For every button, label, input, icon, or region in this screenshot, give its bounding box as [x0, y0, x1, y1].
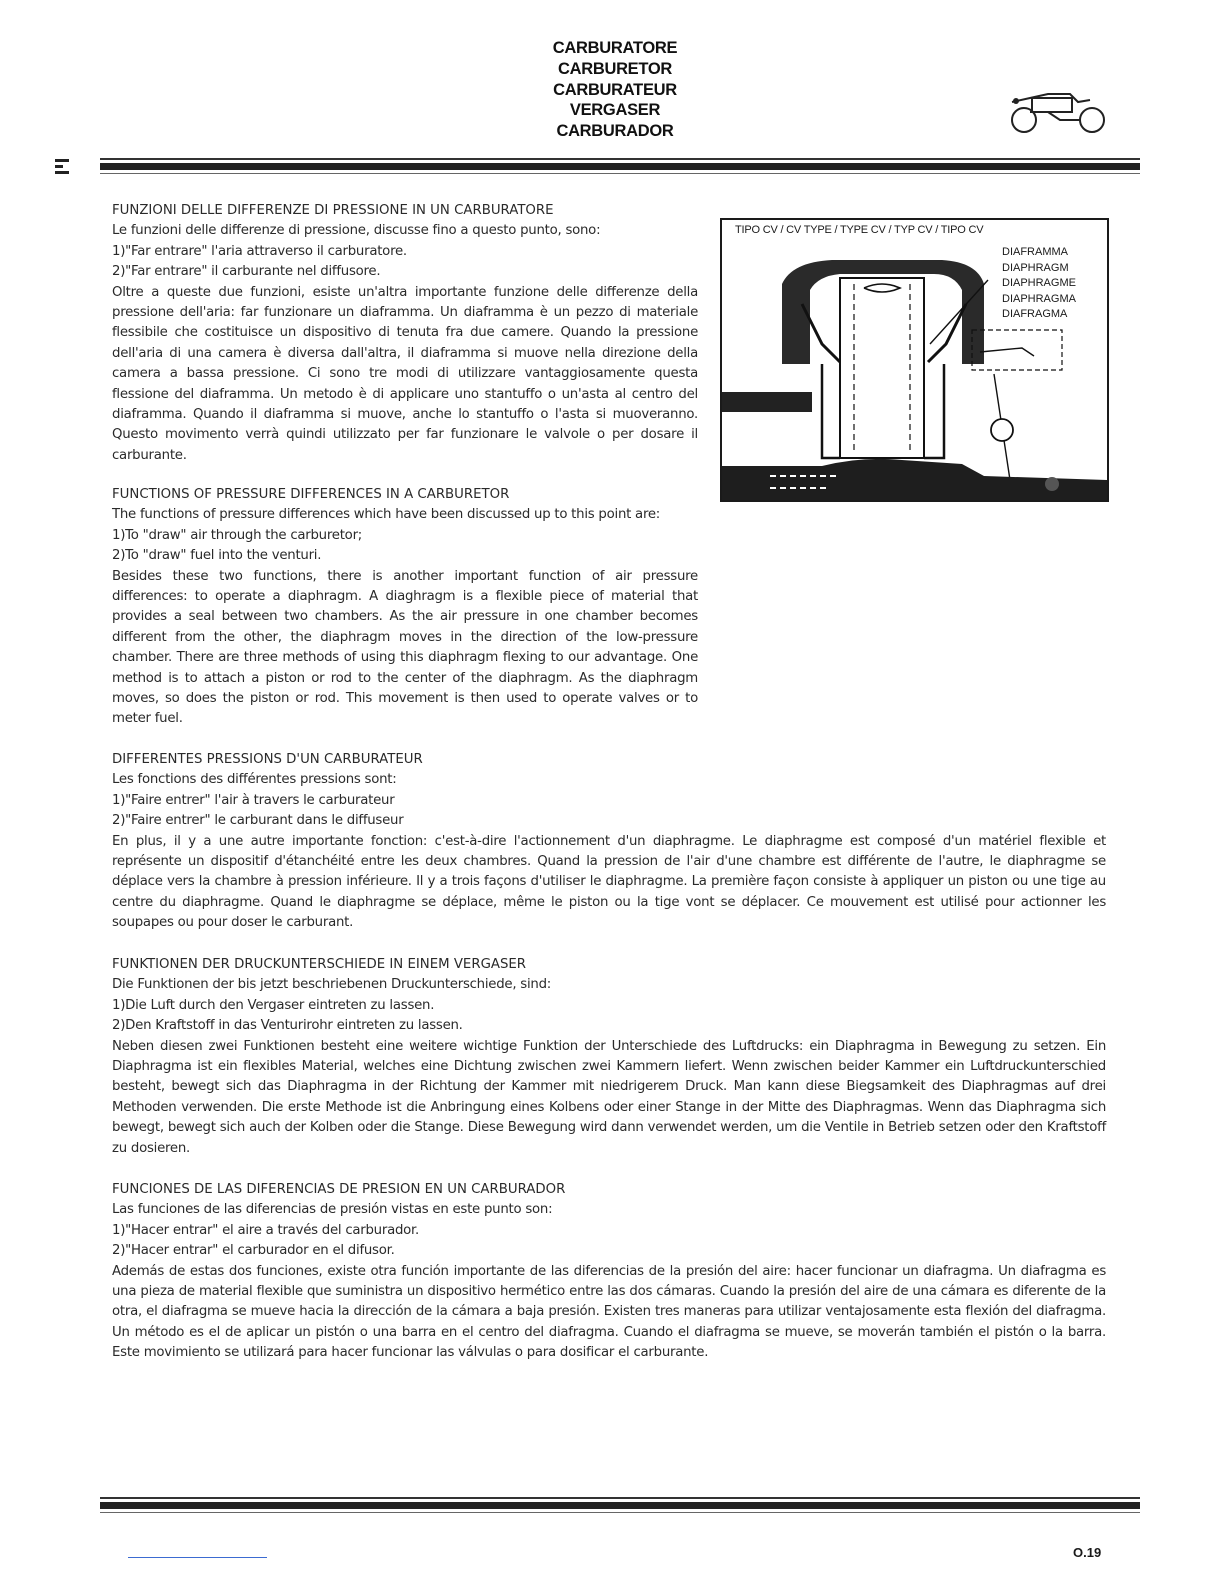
margin-mark: [55, 165, 63, 168]
section-intro: Die Funktionen der bis jetzt beschriebenen Druckunterschiede, sind:: [112, 977, 552, 993]
section-german: [112, 955, 1106, 1159]
section-english: [112, 485, 698, 730]
page-title-block: [480, 38, 750, 142]
section-heading: FUNCIONES DE LAS DIFERENCIAS DE PRESION EN UN CARBURADOR: [112, 1182, 566, 1197]
title-italian: CARBURATORE: [552, 39, 678, 57]
list-item: 1)"Faire entrer" l'air à travers le carburateur: [112, 792, 395, 808]
section-body: Neben diesen zwei Funktionen besteht eine weitere wichtige Funktion der Unterschiede des Luftdrucks: ein Diaphragma in Bewegung zu setzen. Ein Diaphragma ist ein flexibles Material, welches eine Dichtung zwischen zwei Kammern liefert. Wenn zwischen beider Kammer ein Luftdruckunterschied besteht, bewegt sich das Diaphragma in der Richtung der Kammer mit niedrigerem Druck. Man kann diese Biegsamkeit des Diaphragmas auf drei Methoden verwenden. Die erste Methode ist die Anbringung eines Kolbens oder einer Stange in der Mitte des Diaphragmas. Wenn das Diaphragma sich bewegt, bewegt sich auch der Kolben oder die Stange. Diese Bewegung wird dann verwendet werden, um die Ventile in Betrieb setzen oder den Kraftstoff zu dosieren.: [112, 1038, 1106, 1156]
section-french: [112, 750, 1106, 934]
footer-rule: [100, 1497, 1140, 1513]
carburetor-drawing: [722, 244, 1107, 500]
list-item: 1)To "draw" air through the carburetor;: [112, 527, 363, 543]
section-body: Besides these two functions, there is another important function of air pressure differences: to operate a diaphragm. A diaghragm is a flexible piece of material that provides a seal between two chambers. As the air pressure in one chamber becomes different from the other, the diaphragm moves in the direction of the low-pressure chamber. There are three methods of using this diaphragm flexing to our advantage. One method is to attach a piston or rod to the center of the diaphragm. As the diaphragm moves, so does the piston or rod. This movement is then used to operate valves or to meter fuel.: [112, 568, 698, 727]
section-italian: [112, 201, 698, 466]
list-item: 1)"Hacer entrar" el aire a través del carburador.: [112, 1222, 420, 1238]
footer-link-underline: [128, 1557, 267, 1558]
section-body: Además de estas dos funciones, existe otra función importante de las diferencias de la presión del aire: hacer funcionar un diafragma. Un diafragma es una pieza de material flexible que suministra un dispositivo hermético entre las dos cámaras. Cuando la presión del aire de una cámara es diferente de la otra, el diafragma se mueve hacia la dirección de la cámara a baja presión. Existen tres maneras para utilizar ventajosamente esta flexión del diafragma. Un método es el de aplicar un pistón o una barra en el centro del diafragma. Cuando el diafragma se mueve, se moverán también el pistón o la barra. Este movimiento se utilizará para hacer funcionar las válvulas o para dosificar el carburante.: [112, 1263, 1106, 1361]
list-item: 2)"Hacer entrar" el carburador en el difusor.: [112, 1243, 395, 1259]
label-diaphragme: DIAPHRAGME: [1002, 277, 1076, 289]
label-diaphragma: DIAPHRAGMA: [1002, 292, 1076, 305]
title-spanish: CARBURADOR: [556, 122, 674, 141]
label-diafragma: DIAFRAGMA: [1002, 308, 1068, 320]
header-rule: [100, 158, 1140, 174]
section-heading: FUNZIONI DELLE DIFFERENZE DI PRESSIONE IN UN CARBURATORE: [112, 203, 554, 218]
title-french: CARBURATEUR: [553, 80, 677, 99]
title-german: VERGASER: [569, 101, 661, 120]
margin-mark: [55, 159, 69, 162]
label-diaphragm: DIAPHRAGM: [1002, 261, 1069, 274]
list-item: 1)"Far entrare" l'aria attraverso il carburatore.: [112, 243, 407, 259]
section-intro: The functions of pressure differences which have been discussed up to this point are:: [112, 507, 661, 523]
section-spanish: [112, 1180, 1106, 1364]
section-intro: Las funciones de las diferencias de presión vistas en este punto son:: [112, 1202, 553, 1218]
section-heading: FUNCTIONS OF PRESSURE DIFFERENCES IN A CARBURETOR: [112, 487, 510, 502]
title-english: CARBURETOR: [557, 59, 673, 78]
list-item: 2)"Faire entrer" le carburant dans le diffuseur: [112, 813, 404, 829]
list-item: 2)Den Kraftstoff in das Venturirohr eintreten zu lassen.: [112, 1018, 463, 1034]
section-body: Oltre a queste due funzioni, esiste un'altra importante funzione delle differenze della pressione dell'aria: far funzionare un diaframma. Un diaframma è un pezzo di materiale flessibile che costituisce un dispositivo di tenuta fra due camere. Quando la pressione dell'aria di una camera è diversa dall'altra, il diaframma si muove nella direzione della camera a bassa pressione. Ci sono tre modi di utilizzare vantaggiosamente questa flessione del diaframma. Un metodo è di applicare uno stantuffo o un'asta al centro del diaframma. Quando il diaframma si muove, anche lo stantuffo o l'asta si muoveranno. Questo movimento verrà quindi utilizzato per far funzionare le valvole o per dosare il carburante.: [112, 284, 698, 463]
section-heading: FUNKTIONEN DER DRUCKUNTERSCHIEDE IN EINEM VERGASER: [112, 957, 527, 972]
carburetor-diagram: [720, 218, 1109, 502]
label-diaframma: DIAFRAMMA: [1002, 246, 1068, 258]
list-item: 1)Die Luft durch den Vergaser eintreten zu lassen.: [112, 997, 435, 1013]
section-intro: Le funzioni delle differenze di pressione, discusse fino a questo punto, sono:: [112, 223, 601, 239]
margin-mark: [55, 171, 69, 174]
figure-caption: TIPO CV / CV TYPE / TYPE CV / TYP CV / TIPO CV: [735, 224, 984, 236]
motorcycle-icon: [1008, 88, 1108, 136]
section-heading: DIFFERENTES PRESSIONS D'UN CARBURATEUR: [112, 752, 423, 767]
page-number: O.19: [1073, 1545, 1102, 1560]
section-body: En plus, il y a une autre importante fonction: c'est-à-dire l'actionnement d'un diaphragme. Le diaphragme est composé d'un matériel flexible et représente un dispositif d'étanchéité entre les deux chambres. Quand la pression de l'air d'une chambre est différente de l'autre, le diaphragme se déplace vers la chambre à pression inférieure. Il y a trois façons d'utiliser le diaphragme. La première façon consiste à appliquer un piston ou une tige au centre du diaphragme. Quand le diaphragme se déplace, même le piston ou la tige vont se déplacer. Ce mouvement est utilisé pour actionner les soupapes ou pour doser le carburant.: [112, 833, 1106, 931]
section-intro: Les fonctions des différentes pressions sont:: [112, 772, 397, 788]
list-item: 2)To "draw" fuel into the venturi.: [112, 548, 322, 564]
list-item: 2)"Far entrare" il carburante nel diffusore.: [112, 264, 381, 280]
